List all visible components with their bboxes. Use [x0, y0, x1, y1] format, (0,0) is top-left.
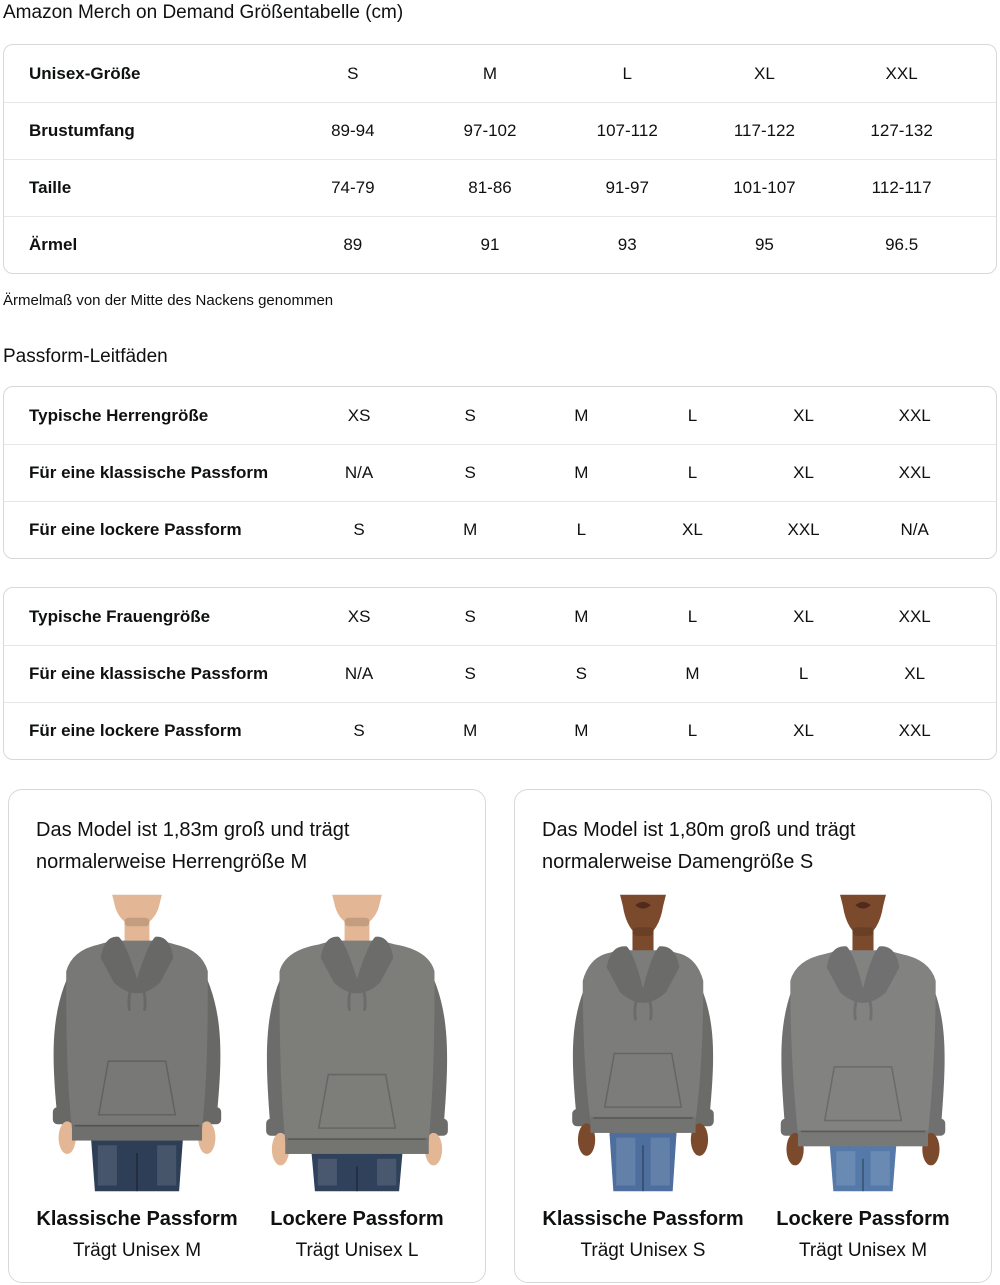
figure-classic-fit [27, 888, 247, 1262]
sleeve-measure-note: Ärmelmaß von der Mitte des Nackens genommen [3, 292, 334, 309]
size-cell: XXL [898, 405, 931, 425]
size-cell: 74-79 [331, 178, 375, 197]
size-cell: M [463, 520, 478, 539]
size-cell: L [687, 405, 698, 425]
figures-row [533, 888, 973, 1262]
size-cell: 95 [754, 235, 774, 254]
hoodie-model-photo [247, 888, 467, 1198]
table-row [4, 444, 996, 501]
row-label: Für eine klassische Passform [29, 664, 269, 683]
size-cell: M [574, 721, 589, 740]
size-cell: 93 [617, 235, 637, 254]
size-cell: 81-86 [468, 178, 512, 197]
size-cell: S [464, 463, 476, 482]
size-cell: S [464, 606, 476, 626]
table-row [4, 588, 996, 645]
size-cell: S [347, 63, 359, 83]
size-cell: XL [793, 721, 814, 740]
figures-row [27, 888, 467, 1262]
size-cell: M [482, 63, 498, 83]
hoodie-model-photo [753, 888, 973, 1198]
unisex-size-table [3, 44, 997, 274]
size-cell: N/A [344, 664, 374, 683]
table-row [4, 702, 996, 759]
size-cell: L [576, 520, 587, 539]
size-cell: 101-107 [733, 178, 796, 197]
row-label: Für eine klassische Passform [29, 463, 269, 482]
size-cell: XXL [787, 520, 820, 539]
size-cell: S [575, 664, 587, 683]
size-cell: XXL [885, 63, 918, 83]
size-cell: XL [754, 63, 775, 83]
size-cell: XL [682, 520, 703, 539]
table-row [4, 102, 996, 159]
size-cell: M [463, 721, 478, 740]
size-cell: 117-122 [733, 121, 795, 140]
size-cell: 91-97 [605, 178, 649, 197]
row-label: Typische Frauengröße [29, 606, 211, 626]
fit-caption: Klassische Passform [36, 1208, 238, 1230]
women-model-card [514, 789, 992, 1283]
table-row [4, 387, 996, 444]
model-cards [8, 789, 992, 1283]
fit-size-caption: Trägt Unisex L [295, 1240, 419, 1261]
fit-caption: Lockere Passform [776, 1208, 950, 1230]
figure-classic-fit [533, 888, 753, 1262]
row-label: Brustumfang [29, 121, 135, 140]
size-cell: 96.5 [885, 235, 919, 254]
size-cell: 107-112 [596, 121, 658, 140]
size-cell: L [687, 606, 698, 626]
row-label: Für eine lockere Passform [29, 520, 242, 539]
size-cell: N/A [344, 463, 374, 482]
size-cell: 89 [343, 235, 363, 254]
fit-guides-heading: Passform-Leitfäden [3, 346, 168, 367]
fit-caption: Lockere Passform [270, 1208, 444, 1230]
size-cell: M [574, 606, 589, 626]
model-description: Das Model ist 1,83m groß und trägt normalerweise Herrengröße M [36, 819, 350, 873]
size-cell: XL [904, 664, 926, 683]
size-cell: L [798, 664, 809, 683]
page-title: Amazon Merch on Demand Größentabelle (cm) [3, 2, 404, 23]
figure-loose-fit [247, 888, 467, 1262]
size-cell: L [687, 463, 698, 482]
size-cell: M [574, 405, 589, 425]
size-cell: 97-102 [463, 121, 517, 140]
table-row [4, 45, 996, 102]
row-label: Typische Herrengröße [29, 405, 209, 425]
size-cell: M [574, 463, 589, 482]
men-model-card [8, 789, 486, 1283]
size-cell: L [687, 721, 698, 740]
row-label: Unisex-Größe [29, 63, 141, 83]
size-cell: N/A [900, 520, 929, 539]
model-description: Das Model ist 1,80m groß und trägt normalerweise Damengröße S [542, 819, 856, 873]
size-cell: S [353, 721, 365, 740]
women-fit-table [3, 587, 997, 760]
size-cell: S [464, 405, 476, 425]
size-cell: 127-132 [870, 121, 933, 140]
size-cell: XL [793, 463, 814, 482]
table-row [4, 501, 996, 558]
size-cell: S [464, 664, 476, 683]
size-cell: XXL [898, 463, 931, 482]
size-cell: XS [347, 606, 371, 626]
size-cell: XXL [898, 606, 931, 626]
size-cell: 112-117 [871, 178, 932, 197]
fit-size-caption: Trägt Unisex M [798, 1240, 928, 1261]
fit-size-caption: Trägt Unisex M [72, 1240, 202, 1261]
table-row [4, 159, 996, 216]
size-cell: XL [793, 606, 814, 626]
row-label: Für eine lockere Passform [29, 721, 242, 740]
row-label: Taille [29, 178, 72, 197]
size-cell: XS [347, 405, 371, 425]
fit-caption: Klassische Passform [542, 1208, 744, 1230]
table-row [4, 216, 996, 273]
men-fit-table [3, 386, 997, 559]
hoodie-model-photo [533, 888, 753, 1198]
hoodie-model-photo [27, 888, 247, 1198]
size-cell: 89-94 [331, 121, 375, 140]
fit-size-caption: Trägt Unisex S [580, 1240, 706, 1261]
figure-loose-fit [753, 888, 973, 1262]
size-cell: L [622, 63, 632, 83]
size-cell: S [353, 520, 365, 539]
table-row [4, 645, 996, 702]
row-label: Ärmel [29, 235, 78, 254]
size-cell: XXL [898, 721, 931, 740]
size-cell: 91 [480, 235, 500, 254]
size-cell: XL [793, 405, 814, 425]
size-cell: M [685, 664, 700, 683]
